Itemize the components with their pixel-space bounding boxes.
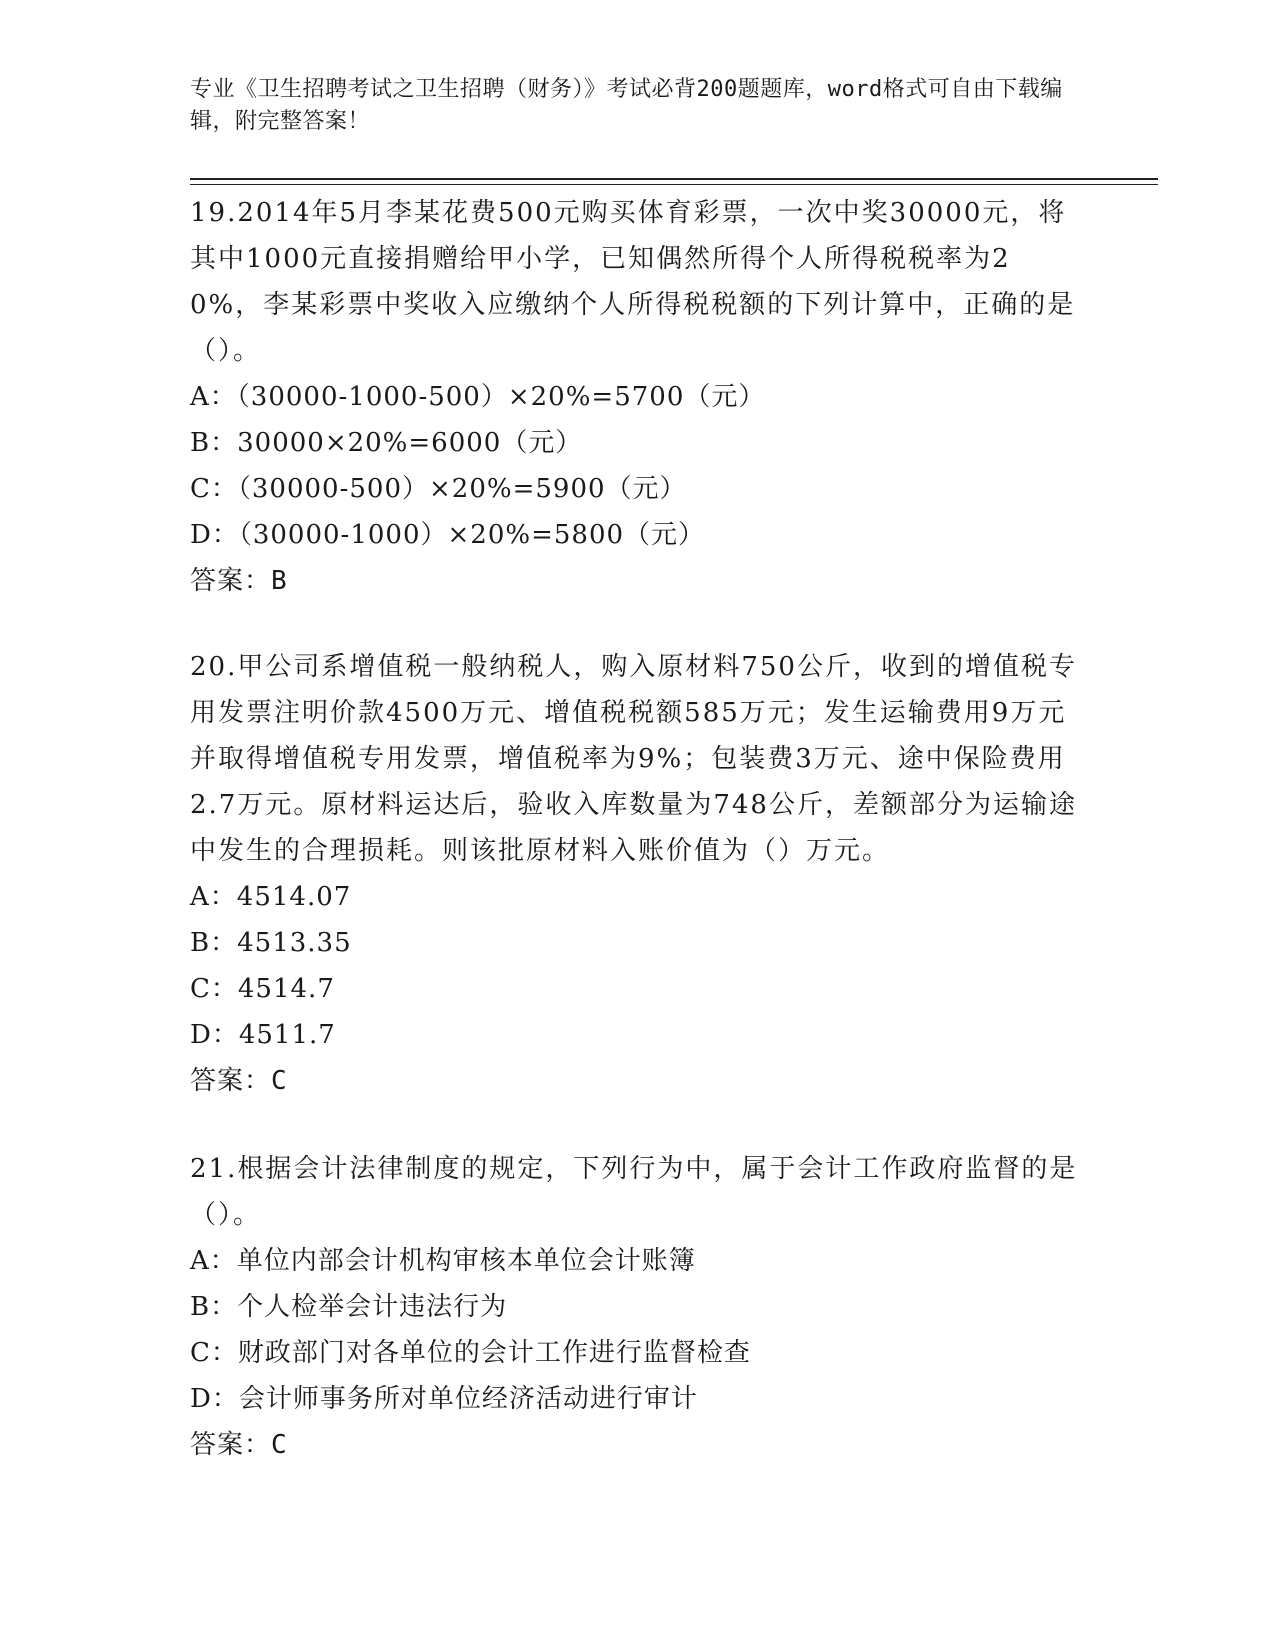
option-a: A：单位内部会计机构审核本单位会计账簿 (190, 1246, 696, 1276)
answer-line: 答案：B (190, 566, 288, 596)
option-c: C：4514.7 (190, 974, 335, 1004)
question-stem: 19.2014年5月李某花费500元购买体育彩票，一次中奖30000元，将其中1000元直接捐赠给甲小学，已知偶然所得个人所得税税率为20%，李某彩票中奖收入应缴纳个人所得税税额的下列计算中，正确的是（）。 (190, 198, 1076, 366)
header-divider-thin (190, 184, 1158, 185)
option-b: B：30000×20%=6000（元） (190, 428, 583, 458)
option-a: A：（30000-1000-500）×20%=5700（元） (190, 382, 766, 412)
answer-line: 答案：C (190, 1066, 288, 1096)
option-c: C：财政部门对各单位的会计工作进行监督检查 (190, 1338, 751, 1368)
question-20 (190, 644, 1090, 1104)
option-d: D：4511.7 (190, 1020, 336, 1050)
option-d: D：（30000-1000）×20%=5800（元） (190, 520, 706, 550)
option-a: A：4514.07 (190, 882, 352, 912)
header-divider-thick (190, 178, 1158, 180)
question-stem: 20.甲公司系增值税一般纳税人，购入原材料750公斤，收到的增值税专用发票注明价款4500万元、增值税税额585万元；发生运输费用9万元并取得增值税专用发票，增值税率为9%；包装费3万元、途中保险费用2.7万元。原材料运达后，验收入库数量为748公斤，差额部分为运输途中发生的合理损耗。则该批原材料入账价值为（）万元。 (190, 652, 1077, 866)
option-c: C：（30000-500）×20%=5900（元） (190, 474, 687, 504)
option-d: D：会计师事务所对单位经济活动进行审计 (190, 1384, 698, 1414)
document-header: 专业《卫生招聘考试之卫生招聘（财务）》考试必背200题题库，word格式可自由下载编辑，附完整答案！ (190, 77, 1063, 134)
question-stem: 21.根据会计法律制度的规定，下列行为中，属于会计工作政府监督的是（）。 (190, 1154, 1078, 1230)
question-19 (190, 190, 1090, 604)
option-b: B：个人检举会计违法行为 (190, 1292, 508, 1322)
question-21 (190, 1146, 1090, 1468)
option-b: B：4513.35 (190, 928, 352, 958)
answer-line: 答案：C (190, 1430, 288, 1460)
